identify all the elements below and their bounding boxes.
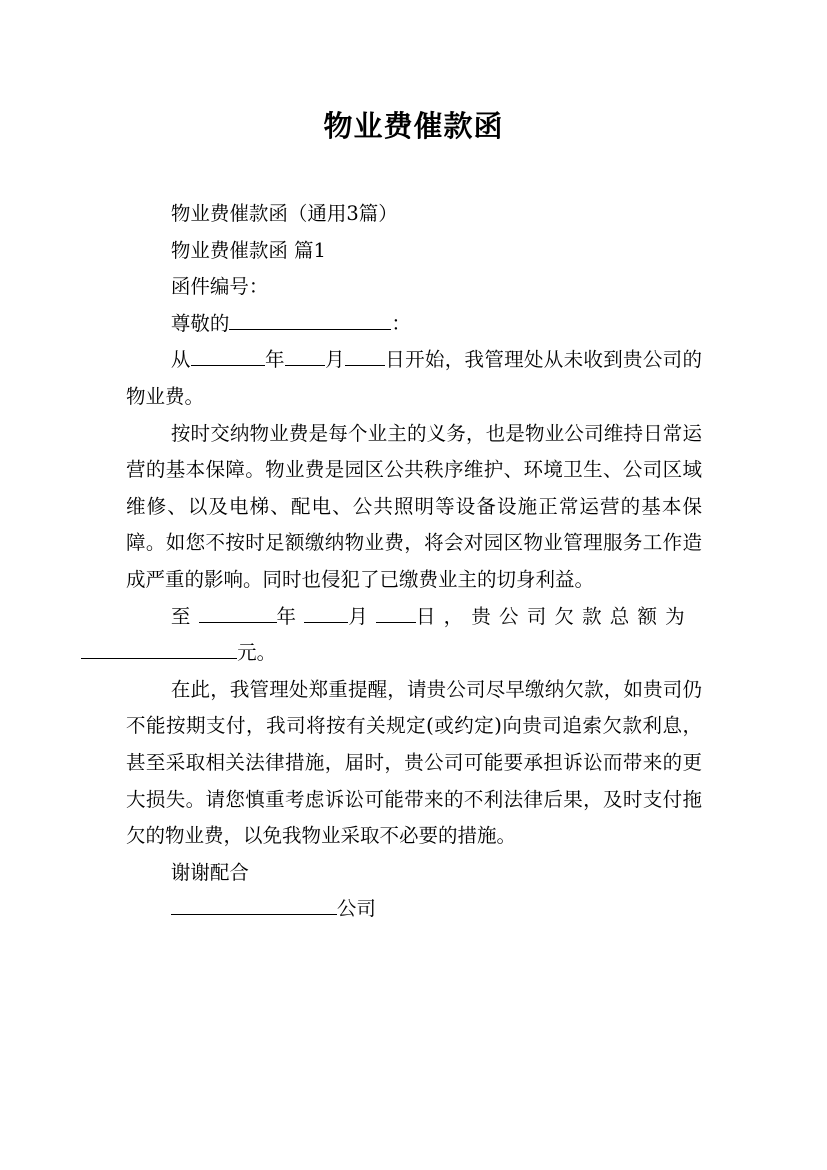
month-text: 月 <box>324 348 345 372</box>
start-date-rest: 日开始，我管理处从未收到贵公司的物业费。 <box>126 348 702 408</box>
to-text: 至 <box>170 604 199 628</box>
paragraph-obligation: 按时交纳物业费是每个业主的义务，也是物业公司维持日常运营的基本保障。物业费是园区公共秩序维护、环境卫生、公司区域维修、以及电梯、配电、公共照明等设备设施正常运营的基本保障。如您不按时足额缴纳物业费，将会对园区物业管理服务工作造成严重的影响。同时也侵犯了已缴费业主的切身利益。 <box>126 421 702 591</box>
salutation-suffix: ： <box>391 311 411 335</box>
paragraph-arrears <box>126 599 702 672</box>
company-blank <box>171 894 337 915</box>
document-title: 物业费催款函 <box>323 109 504 143</box>
amount-blank <box>81 638 237 659</box>
paragraph-reminder: 在此，我管理处郑重提醒，请贵公司尽早缴纳欠款，如贵司仍不能按期支付，我司将按有关规定(或约定)向贵司追索欠款利息，甚至采取相关法律措施，届时，贵公司可能要承担诉讼而带来的更大损失。请您慎重考虑诉讼可能带来的不利法律后果，及时支付拖欠的物业费，以免我物业采取不必要的措施。 <box>126 677 702 848</box>
amount-unit: 元。 <box>237 641 277 665</box>
letter-number-label: 函件编号： <box>170 275 269 299</box>
paragraph-start-date <box>126 342 702 415</box>
start-day-blank <box>345 345 385 366</box>
arrears-year-blank <box>199 601 277 622</box>
document-body <box>126 196 702 928</box>
subtitle-line: 物业费催款函（通用3篇） <box>170 202 398 225</box>
signature-suffix: 公司 <box>336 897 376 921</box>
section-heading: 物业费催款函 篇1 <box>170 238 326 262</box>
signature-line <box>126 891 702 928</box>
closing-line: 谢谢配合 <box>170 860 249 884</box>
recipient-blank <box>229 308 391 329</box>
salutation-line <box>126 306 702 343</box>
year-text: 年 <box>264 348 285 372</box>
arrears-rest-text: 日，贵公司欠款总额为 <box>415 604 693 628</box>
salutation-prefix: 尊敬的 <box>170 311 230 335</box>
from-text: 从 <box>170 348 191 372</box>
arrears-month-text: 月 <box>348 604 376 628</box>
arrears-month-blank <box>304 601 348 622</box>
start-month-blank <box>285 345 325 366</box>
arrears-year-text: 年 <box>276 604 305 628</box>
arrears-day-blank <box>376 601 416 622</box>
start-year-blank <box>191 345 265 366</box>
